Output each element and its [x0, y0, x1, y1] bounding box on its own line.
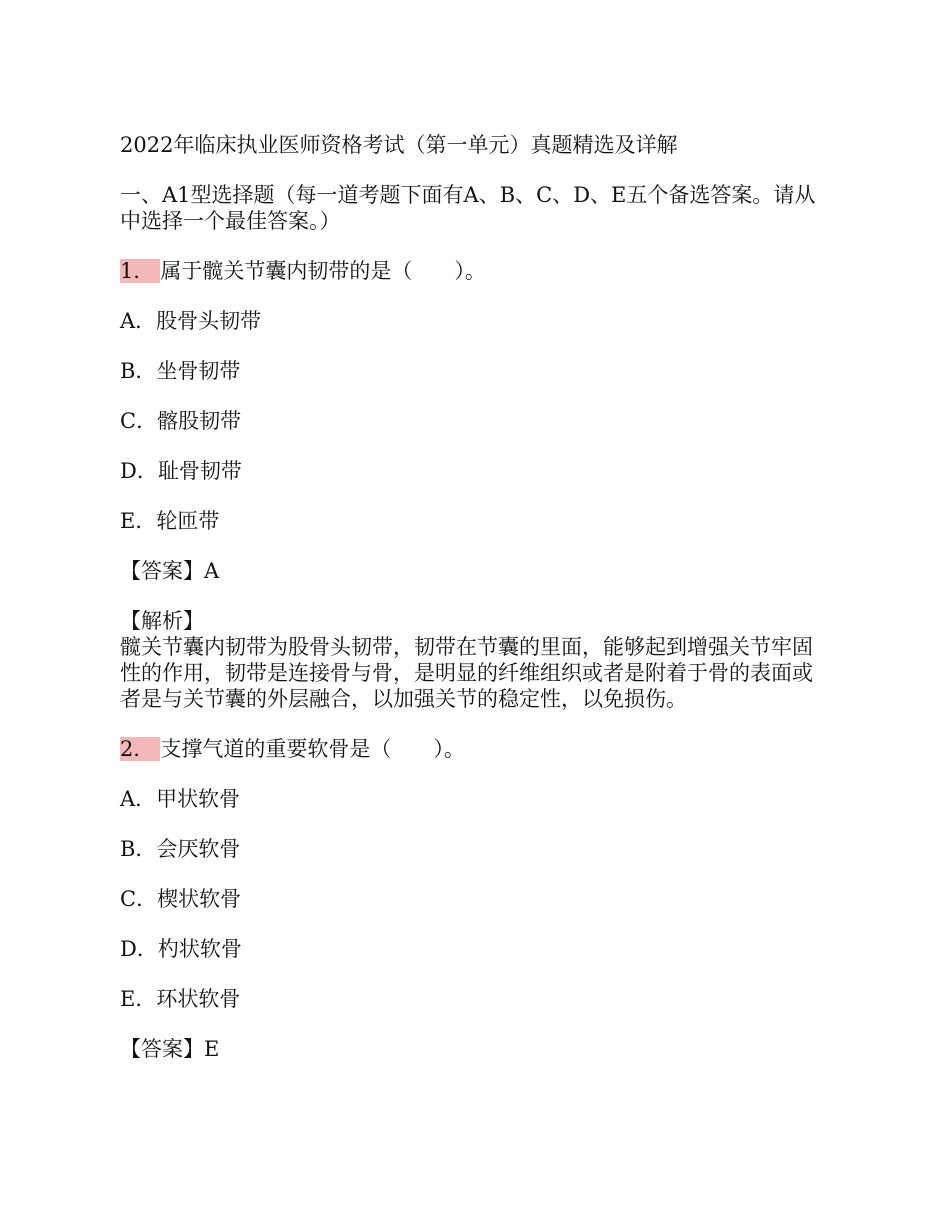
option-c: C．髂股韧带 [120, 409, 242, 433]
question-text: 属于髋关节囊内韧带的是（ ）。 [160, 259, 486, 283]
question-number-highlight: 2． [120, 737, 160, 761]
option-b: B．坐骨韧带 [120, 359, 241, 383]
question-text: 支撑气道的重要软骨是（ ）。 [160, 737, 465, 761]
answer: 【答案】A [120, 559, 220, 583]
question-2 [120, 736, 830, 1062]
document-page [120, 132, 830, 1086]
option-d: D．杓状软骨 [120, 937, 242, 961]
question-stem [120, 736, 830, 762]
option-a: A．甲状软骨 [120, 787, 241, 811]
option-c: C．楔状软骨 [120, 887, 242, 911]
analysis-text: 髋关节囊内韧带为股骨头韧带，韧带在节囊的里面，能够起到增强关节牢固性的作用，韧带是连接骨与骨，是明显的纤维组织或者是附着于骨的表面或者是与关节囊的外层融合，以加强关节的稳定性，以免损伤。 [120, 635, 813, 711]
option-b: B．会厌软骨 [120, 837, 241, 861]
question-number-highlight: 1． [120, 259, 160, 283]
analysis-label: 【解析】 [120, 609, 204, 633]
option-d: D．耻骨韧带 [120, 459, 242, 483]
question-stem [120, 258, 830, 284]
question-1 [120, 258, 830, 712]
document-title: 2022年临床执业医师资格考试（第一单元）真题精选及详解 [120, 133, 678, 157]
option-a: A．股骨头韧带 [120, 309, 262, 333]
answer: 【答案】E [120, 1037, 220, 1061]
section-heading: 一、A1型选择题（每一道考题下面有A、B、C、D、E五个备选答案。请从中选择一个最佳答案。） [120, 183, 816, 233]
option-e: E．环状软骨 [120, 987, 241, 1011]
option-e: E．轮匝带 [120, 509, 220, 533]
